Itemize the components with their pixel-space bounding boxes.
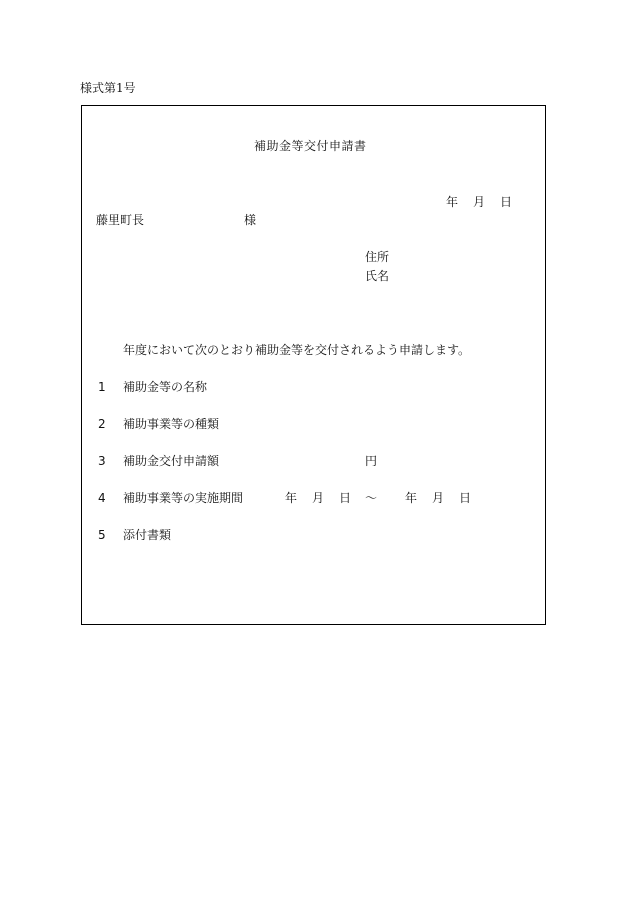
- honorific: 様: [244, 213, 257, 227]
- item-number: 1: [98, 380, 106, 394]
- address-label: 住所: [365, 250, 390, 264]
- item-number: 4: [98, 491, 106, 505]
- item-label: 補助事業等の実施期間: [123, 491, 244, 505]
- period-separator: ～: [365, 491, 378, 505]
- form-title: 補助金等交付申請書: [254, 139, 367, 153]
- name-label: 氏名: [365, 269, 390, 283]
- date-month-label: 月: [473, 195, 486, 209]
- date-day-label: 日: [500, 195, 513, 209]
- period-end-month-label: 月: [432, 491, 445, 505]
- item-label: 補助事業等の種類: [123, 417, 220, 431]
- item-label: 補助金交付申請額: [123, 454, 220, 468]
- period-end-day-label: 日: [459, 491, 472, 505]
- application-form-frame: [81, 105, 546, 625]
- application-statement: 年度において次のとおり補助金等を交付されるよう申請します。: [123, 343, 471, 357]
- item-number: 5: [98, 528, 106, 542]
- period-start-year-label: 年: [285, 491, 298, 505]
- item-label: 補助金等の名称: [123, 380, 208, 394]
- period-start-month-label: 月: [312, 491, 325, 505]
- date-year-label: 年: [446, 195, 459, 209]
- amount-unit: 円: [365, 454, 378, 468]
- item-number: 2: [98, 417, 106, 431]
- item-label: 添付書類: [123, 528, 172, 542]
- item-number: 3: [98, 454, 106, 468]
- period-start-day-label: 日: [339, 491, 352, 505]
- form-number: 様式第1号: [80, 81, 136, 95]
- period-end-year-label: 年: [405, 491, 418, 505]
- addressee: 藤里町長: [96, 213, 145, 227]
